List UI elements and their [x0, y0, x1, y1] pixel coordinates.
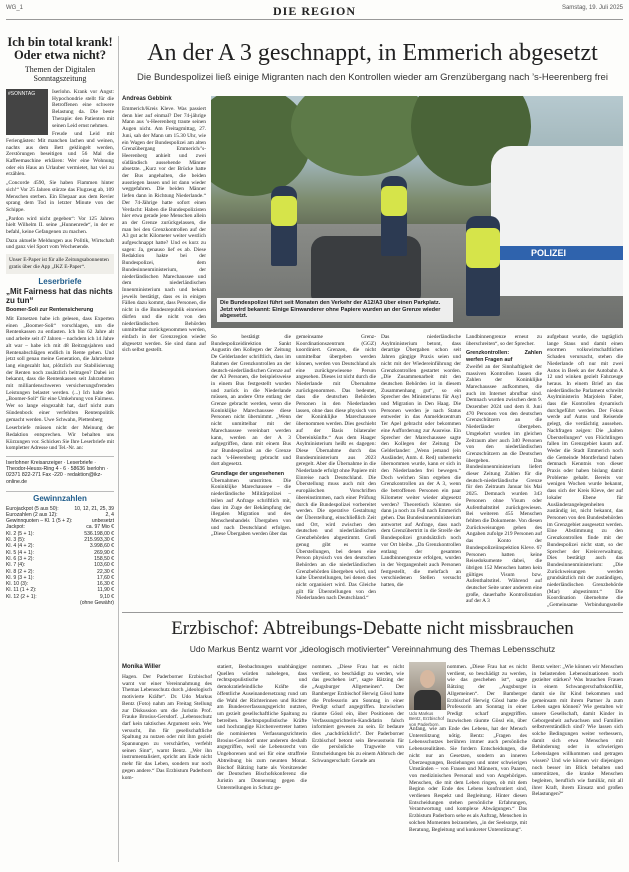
page-header [0, 0, 629, 20]
article-divider [122, 612, 623, 613]
gewinnzahlen-label: Kl. 2 (5 + 1): [6, 530, 34, 537]
gewinnzahlen-value: 9,10 € [99, 593, 114, 600]
article-text: gemeinsame Grenz-Koordinationszentrum (GGZ) koordiniert. Grenzen, die nicht unmittelbar übergeben werden können, werden von Deutschland als eine zurückgewiesene Person angesehen. Dieses ist nicht durch die Niederlande mit Übernahme zurückgenommen. Das bedeutet, dass die deutschen Behörden Personen in den Niederlanden lassen, ohne dass diese physisch von der Koninklijke Marechaussee übernommen werden. Dies geschieht auf der Basis bilateraler Übereinkünfte.“ Aus dem Haager Asylministerium heißt es dagegen: Diese Übernahme durch das Bundesministerium aus 2023 geregelt. Aber die Übernahme in die Niederlande erfolgt ohne Papiere mit Einreise nach Deutschland. Die Überstellung muss auch mit den europäischen Vorschriften übereinstimmen, nach einer Prüfung durch die Bundespolizei vorbereitet werden. Die operative Gestaltung der Überstellung, einschließlich Zeit und Ort, wird zwischen den deutschen und niederländischen Grenzbehörden abgestimmt. Groß genug gibt es warme Überstellungen, bei denen eine Person physisch von den deutschen Behörden an die niederländischen Grenzbehörden übergeben wird, und kalte Überstellungen, bei denen dies nicht organisiert wird. Das Gleiche gilt für Überstellungen von den Niederlanden nach Deutschland.“ [296, 334, 376, 602]
article2-column-mid [312, 664, 404, 866]
header-rule [6, 19, 623, 20]
section-title: DIE REGION [272, 4, 356, 18]
vest-shape [271, 196, 297, 226]
article2-column-4 [409, 726, 527, 866]
photo-caption: Die Bundespolizei führt seit Monaten den Verkehr der A12/A3 über einen Parkplatz. Jetzt wird bekannt: Einige Einwanderer ohne Papiere wurden an der Grenze wieder abgesetzt. [217, 298, 453, 322]
letter-text: Mit Entsetzen habe ich gelesen, dass Experten einen „Boomer-Soli“ vorschlagen, um die Rentenkassen zu entlasten. Ich bin 62 Jahre alt und arbeite seit 47 Jahren – nachdem ich 14 Jahre alt war – habe ich mit 48 Beitragsjahren und Rentenabschlägen endlich in Rente gehen. Und jetzt soll genau meine Generation, die Jahrzehnte lang eingezahlt hat, plötzlich zur Stabilisierung der Renten noch zusätzlich beitragen? Dabei ist bekannt, dass die Rentenkassen seit Jahrzehnten mit milliardenschweren versicherungsfremden Leistungen belastet werden. (...) Ich halte den „Boomer-Soli“ für eine Umkehrung von Fairness. Wer so lange eingezahlt hat, darf nicht zum Sündenbock einer verfehlten Rentenpolitik gemacht werden. Uwe Schwahn, Plettenberg [6, 315, 114, 423]
teaser-text: Iserlohn. Krank vor Angst: Hypochondrie stellt für die Betroffenen eine schwere Belastung da. Die beste Therapie: den Patienten mit seinen Leid ernst nehmen. [52, 89, 114, 129]
gewinnzahlen-list [6, 506, 114, 607]
police-van-label: POLIZEI [531, 248, 567, 258]
gewinnzahlen-value: 11,90 € [97, 587, 114, 594]
article-column-5 [466, 334, 542, 608]
gewinnzahlen-value: 2, 4 [105, 511, 114, 518]
letter-address: Iserlohner Kreisanzeiger · Leserbriefe · Theodor-Heuss-Ring 4 - 6 · 58636 Iserlohn · 02371 822-271 Fax -220 · redaktion@ikz-online.de [6, 456, 114, 485]
teaser-text: „Concorde 4590, Sie haben Flammen hinter sich!“ Vor 25 Jahren stürzte das Flugzeug ab, 109 Menschen sterben. Ein Ehepaar aus dem Revier sprang dem Tod in letzter Minute von der Schippe. [6, 180, 114, 213]
article-text: statiert, Beobachtungen unabhängiger Quellen würden nahelegen, dass rechtspopulistische und demokratiefeindliche Kräfte die öffentliche Auseinandersetzung rund um die Wahl der Richterinnen und Richter am Bundesverfassungsgericht nutzten, um gezielt gesellschaftliche Spaltung zu betreiben. Rechtspopulistische Kräfte und hochrangige Kirchenvertreter hatten die nominierten Verfassungsrichterin Brosius-Gersdorf unter anderem deshalb angegriffen, weil sie Lebensrecht von Ungeborenen und sei für eine straffreie Abtreibung bis zum neunten Monat. Bischof Bätzing hatte als Vorsitzender der Deutschen Bischofskonferenz die Juristin am Donnerstag gegen die Unterstellungen in Schutz ge- [217, 664, 307, 791]
gewinnzahlen-label: Eurozahlen (2 aus 12): [6, 511, 58, 518]
letter-title: Boomer-Soli zur Rentensicherung [6, 307, 94, 314]
gewinnzahlen-value: 536.198,00 € [84, 530, 114, 537]
gewinnzahlen-label: Kl. 11 (1 + 2): [6, 587, 37, 594]
article-subheading: Grundlage der ungesehenen [211, 471, 285, 478]
sidebar [6, 36, 114, 606]
article2-column-5 [532, 664, 623, 866]
article-headline: An der A 3 geschnappt, in Emmerich abgesetzt [147, 40, 598, 66]
gewinnzahlen-value: 3.998,60 € [89, 543, 114, 550]
gewinnzahlen-label: Kl. 12 (2 + 1): [6, 593, 37, 600]
issue-date: Samstag, 19. Juli 2025 [561, 5, 623, 11]
teaser-subtitle: Themen der Digitalen Sonntagszeitung [24, 65, 96, 83]
gewinnzahlen-value: 215.993,30 € [84, 537, 114, 544]
sonntag-label: #SONNTAG [8, 91, 36, 97]
letter-note: Leserbriefe müssen nicht der Meinung der Redaktion entsprechen. Wir behalten uns Kürzungen vor. Schicken Sie Ihre Leserbriefe mit kompletter Adresse und Tel.-Nr. an: [6, 425, 114, 452]
article-column-3 [296, 334, 376, 608]
teaser-text: Dazu aktuelle Meldungen aus Politik, Wirtschaft und ganz viel Sport vom Wochenende. [6, 237, 114, 251]
gewinnzahlen-label: Jackpot: [6, 524, 25, 531]
article2-column-1 [122, 674, 212, 866]
article-column-1 [122, 106, 206, 356]
gewinnzahlen-heading: Gewinnzahlen [6, 491, 114, 503]
article-text: nommen. „Diese Frau hat es nicht verdient, so beschädigt zu werden, wie das geschehen ist“, sagte Bätzing der „Augsburger Allgemeinen“. Der Bamberger Erzbischof Herwig Gössl hatte die Professorin am Sonntag in einer Predigt scharf angegriffen. Inzwischen räumte Gössl ein, über [447, 664, 527, 724]
gewinnzahlen-value: 10, 12, 21, 25, 39 [74, 505, 114, 512]
portrait-face [420, 670, 435, 688]
gewinnzahlen-label: Kl. 3 (5): [6, 537, 26, 544]
gewinnzahlen-value: ca. 97 Mio € [86, 524, 114, 531]
article2-column-3 [447, 664, 527, 724]
article-text: Hagen. Der Paderborner Erzbischof warnt vor einer Vereinnahmung des Themas Lebensschutz durch „ideologisch motivierte Kräfte“. Dr. Udo Markus Bentz (Foto) nahm am Freitag Stellung zur Diskussion um die Juristin Prof. Frauke Brosius-Gersdorf. „Lebensschutz darf kein taktisches Argument sein. Wer versucht, ihn für gesellschaftliche Spaltung zu nutzen oder mit ihm gezielt Spannungen zu verschärfen, verfehlt seinen Sinn“, warnt Bentz. „Wer ihn instrumentalisiert, spricht am Ende nicht mehr für das Leben, sondern nur noch gegen andere.“ Das Erzbistum Paderborn kom- [122, 674, 212, 781]
gewinnzahlen-label: Kl. 6 (3 + 2): [6, 555, 34, 562]
gewinnzahlen-value: 158,50 € [94, 555, 114, 562]
article-text: Das niederländische Asylministerium betont, dass derartige Übergaben schon seit Jahren gängige Praxis seien und nicht mit der Wiedereinführung der Grenzkontrollen gestartet worden. „Die Zusammenarbeit mit den deutschen Behörden ist in diesem Zusammenhang gut“, so ein Sprecher des Ministeriums für Asyl und Migration in Den Haag. Die Personen werden je nach Status entweder in das Anmeldezentrum Ter Apel gebracht oder bekommen eine Aufforderung zur Ausreise. Ein Sprecher der Marechaussee sagte den Kollegen der Zeitung De Gelderlander: „Wenn jemand (ein Ausländer, Anm. d. Red) unbemerkt übernommen wurde, kann er sich in den Niederlanden frei bewegen.“ Doch welchen Sinn ergeben die Grenzkontrollen an der A 3, wenn die betroffenen Personen ein paar Kilometer weiter wieder abgesetzt werden? Theoretisch könnten sie dann ja noch zu Fuß nach Emmerich gehen. Das Bundesinnenministerium antwortet auf Anfrage, dass nach dem Grenzübertritt in die Streife der Bundespolizei grundsätzlich noch vor Ort bleibe. „Da Grenzkontrollen entlang der gesamten Landbinnengrenze erfolgen, wurden in der Vergangenheit auch Personen festgestellt, die mehrfach an verschiedenen Stellen versucht hatten, die [381, 334, 461, 589]
gewinnzahlen-label: Gewinnquoten – Kl. 1 (5 + 2): [6, 518, 73, 525]
article2-author: Monika Willer [122, 664, 161, 670]
letter-quote: „Mit Fairness hat das nichts zu tun“ [6, 287, 113, 306]
teaser-title: Ich bin total krank! Oder etwa nicht? [7, 35, 113, 62]
gewinnzahlen-label: Kl. 8 (2 + 2): [6, 568, 34, 575]
article-column-6 [547, 334, 623, 608]
article-author: Andreas Gebbink [122, 96, 172, 102]
gewinnzahlen-value: 22,30 € [97, 568, 114, 575]
vest-shape [381, 186, 407, 216]
police-van-shape [491, 146, 623, 296]
article2-headline: Erzbischof: Abtreibungs-Debatte nicht missbrauchen [171, 618, 574, 639]
column-divider [118, 36, 119, 862]
article2-column-2 [217, 664, 307, 866]
gewinnzahlen-label: Eurojackpot (5 aus 50): [6, 505, 59, 512]
article-text: Zweifel an der Sinnhaftigkeit der massiven Kontrollen lassen die Zahlen der Koninklijke Marechaussee aufkommen, die auch im Internet abrufbar sind. Demnach wurden zwischen dem 9. Dezember 2024 und dem 8. Juni 470 Personen von den deutschen Grenzschützern an die Niederländer übergeben. Umgekehrt wurden im gleichen Zeitraum aber auch 340 Personen von den niederländischen Grenzschützern an die Deutschen übergeben. Das Bundesinnenministerium liefert dieser Zeitung Zahlen für die deutsch-niederländische Grenze für den Zeitraum Januar bis Mai 2025. Demnach wurden 343 Personen ohne Visum oder Aufenthaltstitel zurückgewiesen. Bei weiteren 455 Menschen fehlten die Dokumente. Von diesen Zurückweisungen gehen des Angaben zufolge 219 Personen auf das Konto der Bundespolizeiinspektion Kleve. 67 Personen hatten keine Reisedokumente dabei, die übrigen 152 Menschen hatten kein gültiges Visum bzw. Aufenthaltstitel. Während auf deutscher Seite unter anderem eine große, dauerhafte Kontrollstation auf der A 3 [466, 363, 542, 605]
sonntag-thumbnail [6, 89, 48, 135]
gewinnzahlen-label: Kl. 7 (4): [6, 562, 26, 569]
article-text: Übernahmen umstritten. Die Koninklijke Marechaussee – die niederländische Militärpolizei – teilen auf Anfrage schriftlich mit, dass im Zuge der Bekämpfung der illegalen Migration und des Menschenhandels Übergaben von und nach Deutschland erfolgen. „Diese Übergaben werden über das [211, 477, 291, 538]
page-code: WG_1 [6, 5, 24, 11]
article-subline: Die Bundespolizei ließ einige Migranten nach den Kontrollen wieder am Grenzübergang nach ’s-Heerenberg frei [137, 72, 608, 83]
article-text: Anfang, wie am Ende des Lebens, hat der Mensch Unterstützung nötig. Bentz: „Fragen des Lebensschutzes berühren immer auch persönliche Lebensrealitäten. Sie fordern Entscheidungen, die nicht nur an Gesetzen, sondern an inneren Überzeugungen, Beziehungen und unter schwierigen Umständen – von Frauen und Männern, von Paaren, von medizinischen Personal und von Angehörigen. Menschen, die mit dem Leben ringen, ob mit dem Beginn oder Ende des Lebens konfrontiert sind, verdienen Respekt und Begleitung. Hinter diesen Entscheidungen stehen persönliche Erfahrungen, Verantwortung und komplexe Abwägungen.“ Das Erzbistum Paderborn sehe es als Auftrag, Menschen in solchen Momenten beizustehen, „in der Seelsorge, mit Beratung, Begleitung und konkreter Unterstützung“. [409, 726, 527, 833]
article-column-2 [211, 334, 291, 608]
gewinnzahlen-value: 103,60 € [94, 562, 114, 569]
article-text: Emmerich/Kreis Kleve. Was passiert denn hier auf einmal? Der 74-jährige Mann aus ’s-Heerenberg traute seinen Augen nicht. Am Freitagmittag, 27. Juni, sah der Mann um 15.30 Uhr, wie ein Wagen der Bundespolizei am alten Grenzübergang Emmerich/’s-Heerenberg anhielt und zwei südländisch aussehende Männer absetzte. „Kurz vor der Brücke hatte der Bus angehalten, die beiden ausstiegen lassen und ist dann wieder weggefahren. Die beiden Männer liefen dann in Richtung Niederlande.“ Der 74-Jährige hatte sofort einen Verdacht: Haben die Bundespolizisten hier etwa gerade jene Menschen allein an der Grenze zurückgelassen, die man bei den Grenzkontrollen auf der A3 gut acht Kilometer weiter westlich aufgeschnappt hatte? Und es kurz zu sagen: Ja, genauso lief es ab. Diese Redaktion hakte bei der Bundespolizei, dem Bundesinnenministerium, der niederländischen Marechaussee und dem niederländischen Innenministerium nach und bekam jeweils bestätigt, dass es in einigen Fällen dazu kommt, dass Personen, die nicht in die Bundesrepublik einreisen dürfen und die nicht von den niederländischen Behörden unmittelbar zurückgenommen werden, einfach in der Grenzregion wieder abgesetzt werden. Sie sind dann auf sich selbst gestellt. [122, 106, 206, 354]
gewinnzahlen-label: Kl. 9 (3 + 1): [6, 574, 34, 581]
gewinnzahlen-value: 16,30 € [97, 581, 114, 588]
teaser-text: Freude und Leid mit Feriengästen: Mit manchen lachen und weinen, nachts aus dem Bett geklingelt werden, Zerstörungen beseitigen und 56 Mal die Kaffeemaschine erklären: Wer eine Wohnung oder ein Haus an Urlauber vermietet, hat viel zu erzählen. [6, 131, 114, 178]
gewinnzahlen-label: Kl. 4 (4 + 2): [6, 543, 34, 550]
gewinnzahlen-label: Kl. 10 (3): [6, 581, 29, 588]
portrait-body [414, 690, 441, 710]
article-subheading: Grenzkontrollen: Zahlen werfen Fragen auf [466, 350, 542, 364]
article-photo [211, 96, 623, 328]
article-text: Bentz weiter: „Wie können wir Menschen in belastenden Lebenssituationen noch gezielter stärken? Was brauchen Frauen in einem Schwangerschaftskonflikt, damit sie ihr Kind bekommen und gemeinsam mit ihrem Partner Ja zum Leben sagen können? Wie gestalten wir unsere Gesellschaft, damit Kinder in Geborgenheit aufwachsen und Familien selbstverständlich sind? Wie lassen sich solche Bedingungen weiter verbessern, damit sich etwa Menschen mit Behinderung oder in schwierigen Lebenslagen willkommen und getragen wissen? Und wie können wir diejenigen noch besser im Blick behalten und unterstützen, die kranke Menschen begleiten, beruflich wie familiär, mit all ihrer Kraft, ihrem Einsatz und großen Belastungen?“ [532, 664, 623, 798]
article2-subline: Udo Markus Bentz warnt vor „ideologisch motivierter“ Vereinnahmung des Themas Lebensschutz [189, 644, 556, 654]
gewinnzahlen-value: unbesetzt [91, 518, 114, 525]
article-text: So bestätigt die Bundespolizeidirektion Sankt Augustin den Kollegen der Zeitung De Gelderlander schriftlich, dass im Rahmen der Grenzkontrollen an der deutsch-niederländischen Grenze auf der A3 Personen, die beispielsweise in einem Bus festgestellt wurden und zurück in die Niederlande müssen, an andere Orte entlang der Grenze gebracht werden, wenn die Koninklijke Marechaussee diese Personen nicht übernimmt. „Wenn nicht unmittelbar mit der Marechaussee vereinbart werden kann, werden an der A 3 aufgegriffen, dann mit einem Bus zur Bundespolizei an die Grenze nach ’s-Heerenberg gebracht und dort abgesetzt. [211, 334, 291, 468]
article-text: aufgebaut wurde, die tagtäglich lange Staus und damit einen enormen volkswirtschaftlichen Schaden verursacht, stehen die Niederlande oft nur mit zwei Autos in Beek an der Autobahn A 12 und winken gezielt Fahrzeuge heraus. In einem Brief an das niederländische Parlament schreibt Asylministerin Marjolein Faber, dass die Kontrollen dynamisch durchgeführt werden. Der Fokus werde auf Autos und Reisende gelegt, die verdächtig aussehen. Nachfragen zeigen: Die „kalten Überstellungen“ von Flüchtlingen fallen im Grenzgebiet kaum auf. Weder die Stadt Emmerich noch die Gemeinde Montferland haben demnach Kenntnis von dieser Praxis oder haben bislang damit Probleme gehabt. Bereits vor wenigen Wochen wurde bekannt, dass sich der Kreis Kleve, der auf lokaler Ebene für Ausländerangelegenheiten zuständig ist, nicht bekannt, das Personen von den Bundesbehörden im Grenzgebiet ausgesetzt werden. Eine Abstimmung zu den Grenzkontrollen finde mit der Bundespolizei nicht statt, so der Sprecher der Kreisverwaltung. Dies bestätigt auch das Bundesinnenministerium: „Die Zurückweisungen werden grundsätzlich mit der zuständigen, niederländischen Grenzbehörde (Mar) abgestimmt.“ Die Koordination übernehme die „Gemeinsame Verbindungsstelle [547, 334, 623, 608]
teaser-text: „Pardon wird nicht gegeben“: Vor 125 Jahren hielt Wilhelm II. seine „Hunnenrede“, in der er befahl, keine Gefangenen zu machen. [6, 215, 114, 236]
vest-shape [466, 228, 500, 268]
article-column-4 [381, 334, 461, 608]
leserbriefe-heading: Leserbriefe [38, 276, 82, 286]
gewinnzahlen-value: 269,90 € [94, 549, 114, 556]
portrait-photo [409, 662, 446, 710]
gewinnzahlen-note: (ohne Gewähr) [80, 600, 114, 607]
article-text: nommen. „Diese Frau hat es nicht verdient, so beschädigt zu werden, wie das geschehen ist“, sagte Bätzing der „Augsburger Allgemeinen“. Der Bamberger Erzbischof Herwig Gössl hatte die Professorin am Sonntag in einer Predigt scharf angegriffen. Inzwischen räumte Gössl ein, über Positionen der Verfassungsrichterin-Kandidatin falsch informiert gewesen zu sein. Er bedaure dies „nachdrücklich“. Der Paderborner Erzbischof betont sein Bewusstsein für die persönliche Tragweite von Entscheidungen bis zu einem Abbruch der Schwangerschaft: Gerade am [312, 664, 404, 764]
article-text: Landbinnengrenze erneut zu überschreiten“, so der Sprecher. [466, 334, 542, 347]
gewinnzahlen-value: 17,60 € [97, 574, 114, 581]
tree-shape [291, 96, 431, 176]
portrait-caption: Udo Markus Bentz, Erzbischof von Paderborn. [409, 711, 445, 727]
epaper-box: Unser E-Paper ist für alle Zeitungsabonnenten gratis über die App „IKZ E-Paper“. [6, 254, 114, 273]
gewinnzahlen-label: Kl. 5 (4 + 1): [6, 549, 34, 556]
